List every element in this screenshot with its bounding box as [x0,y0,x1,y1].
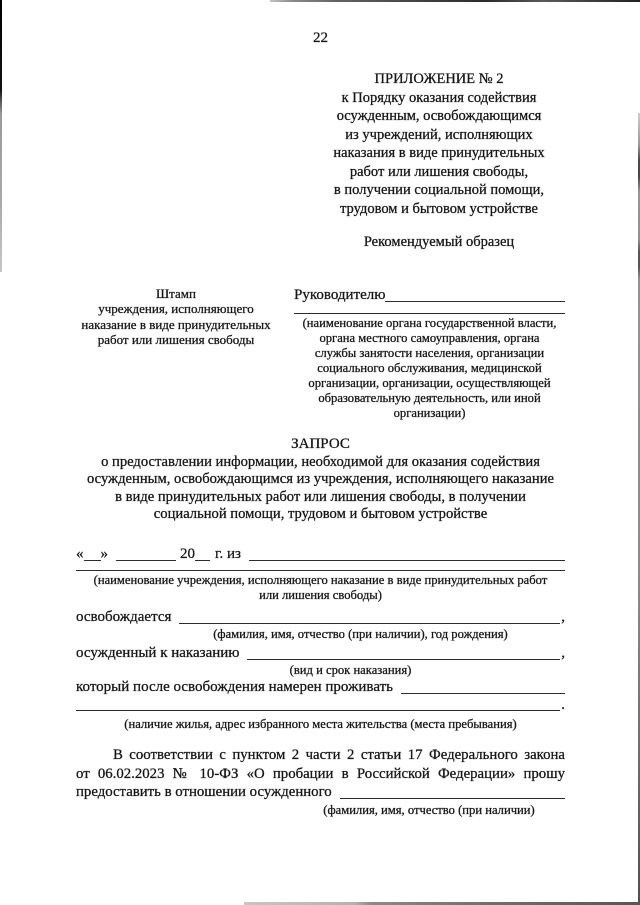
sentenced-comma: , [561,644,565,661]
residence-period: . [561,696,565,713]
year-prefix: 20 [180,545,195,562]
request-subtitle [76,454,565,524]
addressee-block [294,286,565,421]
appendix-header-block [312,70,566,252]
released-line [76,608,565,627]
request-subtitle-line: осужденным, освобождающимся из учреждения, исполняющего наказание [87,471,554,488]
caption-line: организации, организации, осуществляющей [308,375,551,390]
released-label: освобождается [76,608,172,625]
open-quote: « [76,545,84,562]
caption-line: образовательную деятельность, или иной [318,390,541,405]
close-quote: » [100,545,108,562]
name-caption: (фамилия, имя, отчество (при наличии), год рождения) [213,626,508,641]
appendix-line: в получении социальной помощи, [333,182,545,198]
appendix-line: наказания в виде принудительных [333,145,545,161]
appendix-line: осужденным, освобождающимся [336,108,542,124]
sentenced-line [76,644,565,663]
legal-line: от 06.02.2023 № 10-ФЗ «О пробации в Российской Федерации» прошу [76,765,565,782]
caption-line: (наименование учреждения, исполняющего наказание в виде принудительных работ [93,572,548,587]
residence-line-2 [76,697,565,714]
page-number: 22 [313,30,328,46]
released-name-blank [179,623,560,624]
legal-paragraph [76,746,565,802]
stamp-line: Штамп [156,285,196,301]
caption-line: (наименование органа государственной власти, [302,315,557,330]
institution-blank [249,560,565,561]
caption-line: или лишения свободы) [259,587,382,602]
appendix-line: из учреждений, исполняющих [345,126,533,143]
institution-caption [76,573,565,603]
addressee-caption [294,316,565,421]
stamp-block [62,286,290,348]
sentence-caption: (вид и срок наказания) [289,662,412,677]
day-blank [84,560,101,561]
residence-line [76,678,565,697]
year-blank [195,560,210,561]
addressee-blank-line-2 [294,305,565,314]
convict-name-caption: (фамилия, имя, отчество (при наличии) [323,802,535,817]
sentenced-label: осужденный к наказанию [76,644,240,661]
request-subtitle-line: о предоставлении информации, необходимой для оказания содействия [101,453,540,470]
caption-line: социального обслуживания, медицинской [317,360,542,375]
residence-blank-2 [76,710,560,711]
addressee-blank-line [385,301,565,302]
recommended-sample-label: Рекомендуемый образец [363,234,515,250]
legal-line: В соответствии с пунктом 2 части 2 статьи 17 Федерального закона [113,746,565,763]
stamp-line: наказание в виде принудительных [81,316,271,332]
sentence-blank [247,659,560,660]
residence-blank [401,693,565,694]
caption-line: службы занятости населения, организации [314,345,545,360]
from-label: г. из [215,545,241,562]
addressee-line [294,286,565,305]
stamp-addressee-row [76,286,565,421]
convict-name-blank [340,798,565,799]
caption-line: организации) [393,405,466,420]
appendix-line: трудовом и бытовом устройстве [340,200,538,217]
addressee-label: Руководителю [294,286,386,303]
released-comma: , [561,608,565,625]
residence-label: который после освобождения намерен проживать [76,678,393,695]
request-title: ЗАПРОС [291,435,350,452]
legal-line-prefix: предоставить в отношении осужденного [76,784,332,801]
caption-line: органа местного самоуправления, органа [319,330,540,345]
appendix-line: к Порядку оказания содействия [341,89,537,106]
request-subtitle-line: социальной помощи, трудовом и бытовом устройстве [153,506,488,523]
appendix-title: ПРИЛОЖЕНИЕ № 2 [374,71,504,87]
appendix-line: работ или лишения свободы, [349,163,529,180]
stamp-line: работ или лишения свободы [97,332,255,347]
date-line [76,545,565,564]
legal-line-with-blank [76,783,565,802]
residence-caption: (наличие жилья, адрес избранного места жительства (места пребывания) [124,716,517,731]
stamp-line: учреждения, исполняющего [98,301,254,316]
institution-blank-line-2 [76,564,565,571]
request-subtitle-line: в виде принудительных работ или лишения свободы, в получении [115,488,526,505]
month-blank [116,560,176,561]
